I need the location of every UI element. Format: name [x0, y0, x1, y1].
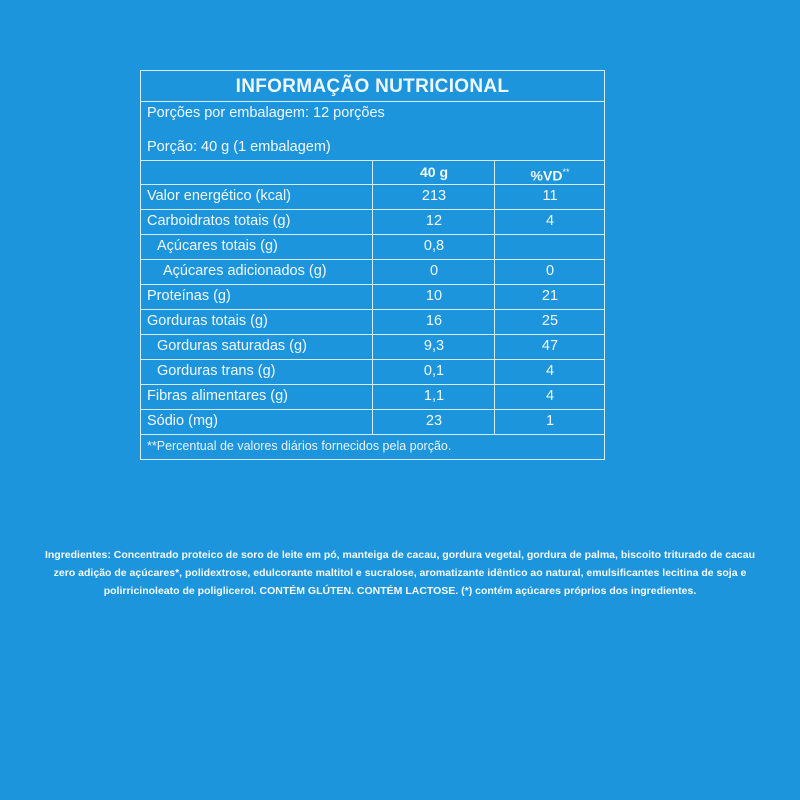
nutrition-facts-table [140, 70, 605, 460]
nutrient-name: Açúcares totais (g) [157, 238, 278, 254]
nutrient-name: Gorduras trans (g) [157, 363, 276, 379]
nutrient-amount: 0,1 [423, 363, 445, 379]
nutrient-amount: 16 [425, 313, 443, 329]
table-title: INFORMAÇÃO NUTRICIONAL [235, 76, 510, 97]
nutrient-daily-value: 4 [545, 363, 555, 379]
nutrient-name: Carboidratos totais (g) [147, 213, 291, 229]
nutrient-daily-value: 4 [545, 213, 555, 229]
nutrient-daily-value: 25 [541, 313, 559, 329]
servings-per-package: Porções por embalagem: 12 porções [147, 105, 385, 121]
nutrient-amount: 23 [425, 413, 443, 429]
nutrient-amount: 12 [425, 213, 443, 229]
column-header-amount: 40 g [419, 164, 448, 180]
nutrient-daily-value: 11 [542, 188, 558, 204]
footnote: **Percentual de valores diários fornecidos pela porção. [147, 439, 452, 453]
nutrient-name: Gorduras totais (g) [147, 313, 268, 329]
nutrient-amount: 0 [429, 263, 439, 279]
nutrient-daily-value: 21 [541, 288, 559, 304]
nutrient-name: Sódio (mg) [147, 413, 218, 429]
nutrient-name: Açúcares adicionados (g) [163, 263, 327, 279]
serving-size: Porção: 40 g (1 embalagem) [147, 139, 331, 155]
nutrient-daily-value: 4 [545, 388, 555, 404]
nutrient-name: Valor energético (kcal) [147, 188, 291, 204]
ingredients-text: Ingredientes: Concentrado proteico de soro de leite em pó, manteiga de cacau, gordura vegetal, gordura de palma, biscoito triturado de cacau zero adição de açúcares*, polidextrose, edulcorante maltitol e sucralose, aromatizante idêntico ao natural, emulsificantes lecitina de soja e polirricinoleato de poliglicerol. CONTÉM GLÚTEN. CONTÉM LACTOSE. (*) contém açúcares próprios dos ingredientes. [44, 549, 756, 597]
nutrient-amount: 9,3 [423, 338, 445, 354]
nutrient-daily-value: 47 [541, 338, 559, 354]
nutrient-amount: 213 [421, 188, 447, 204]
nutrient-amount: 0,8 [423, 238, 445, 254]
column-header-dv: %VD** [530, 167, 570, 184]
nutrient-name: Gorduras saturadas (g) [157, 338, 307, 354]
nutrient-name: Fibras alimentares (g) [147, 388, 289, 404]
nutrient-amount: 1,1 [423, 388, 445, 404]
nutrient-daily-value: 0 [545, 263, 555, 279]
nutrient-daily-value: 1 [545, 413, 555, 429]
nutrient-name: Proteínas (g) [147, 288, 231, 304]
nutrient-amount: 10 [425, 288, 443, 304]
